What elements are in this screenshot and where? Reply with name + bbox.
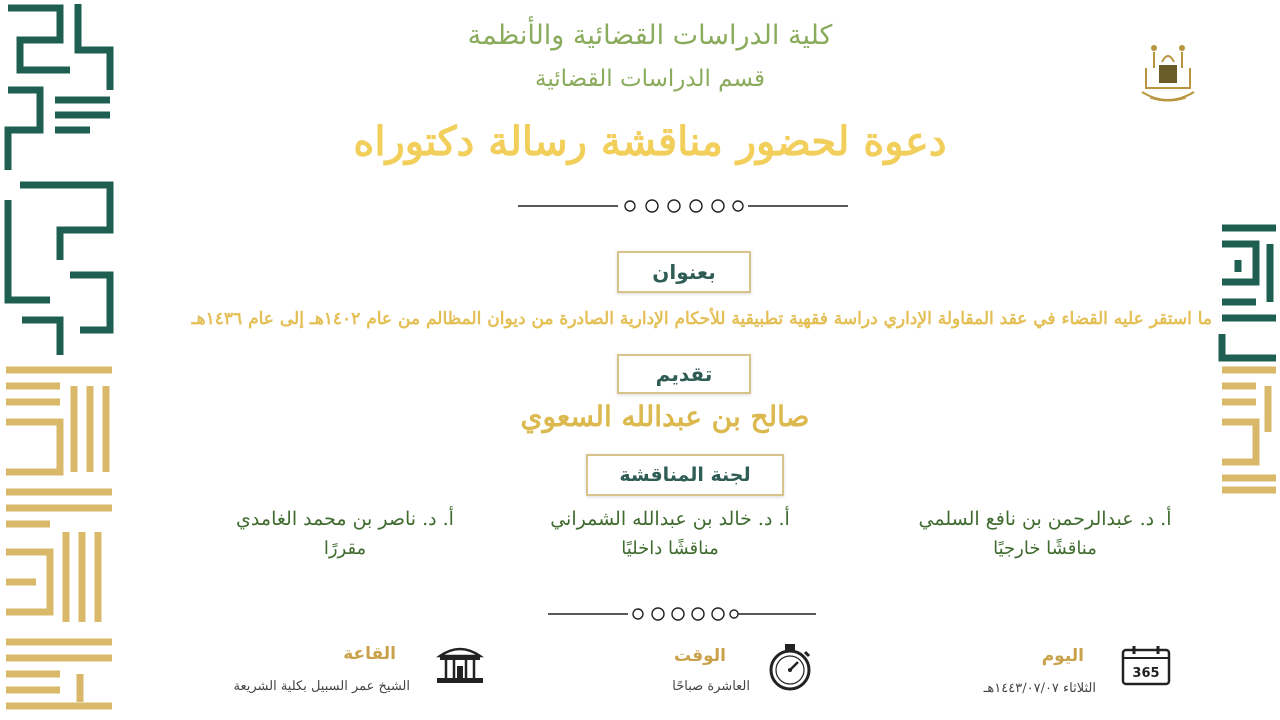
candidate-name: صالح بن عبدالله السعوي bbox=[520, 400, 810, 433]
presented-by-label: تقديم bbox=[617, 354, 751, 394]
stopwatch-icon bbox=[764, 640, 816, 692]
thesis-title: ما استقر عليه القضاء في عقد المقاولة الإداري دراسة فقهية تطبيقية للأحكام الإدارية الصادرة من ديوان المظالم من عام ١٤٠٢هـ إلى عام ١٤٣٦هـ bbox=[191, 309, 1212, 329]
decorative-pattern-green-left bbox=[0, 0, 118, 362]
decorative-pattern-gold-right bbox=[1216, 362, 1280, 494]
ornament-divider bbox=[548, 604, 816, 624]
committee-member-rapporteur bbox=[195, 508, 495, 559]
invitation-title: دعوة لحضور مناقشة رسالة دكتوراه bbox=[353, 118, 947, 165]
title-label: بعنوان bbox=[617, 251, 751, 293]
decorative-pattern-green-right bbox=[1216, 222, 1280, 362]
member-role: مناقشًا داخليًا bbox=[621, 538, 719, 559]
committee-label: لجنة المناقشة bbox=[586, 454, 784, 496]
committee-member-external bbox=[895, 508, 1195, 559]
university-logo bbox=[1132, 28, 1204, 108]
college-name: كلية الدراسات القضائية والأنظمة bbox=[467, 20, 833, 51]
hall-value: الشيخ عمر السبيل بكلية الشريعة bbox=[233, 679, 410, 694]
building-icon bbox=[434, 642, 486, 686]
member-name: أ. د. خالد بن عبدالله الشمراني bbox=[550, 508, 790, 530]
member-role: مناقشًا خارجيًا bbox=[993, 538, 1097, 559]
day-value: الثلاثاء ١٤٤٣/٠٧/٠٧هـ bbox=[983, 681, 1096, 696]
decorative-pattern-gold-left bbox=[0, 362, 118, 720]
day-label: اليوم bbox=[1041, 646, 1084, 666]
member-name: أ. د. عبدالرحمن بن نافع السلمي bbox=[918, 508, 1172, 530]
department-name: قسم الدراسات القضائية bbox=[535, 66, 765, 92]
ornament-divider bbox=[518, 196, 848, 216]
hall-label: القاعة bbox=[343, 644, 396, 664]
time-label: الوقت bbox=[674, 646, 726, 666]
member-name: أ. د. ناصر بن محمد الغامدي bbox=[236, 508, 454, 530]
member-role: مقررًا bbox=[323, 538, 367, 559]
calendar-icon-text: 365 bbox=[1132, 666, 1160, 681]
calendar-icon bbox=[1120, 644, 1172, 686]
committee-member-internal bbox=[520, 508, 820, 559]
time-value: العاشرة صباحًا bbox=[672, 679, 750, 694]
